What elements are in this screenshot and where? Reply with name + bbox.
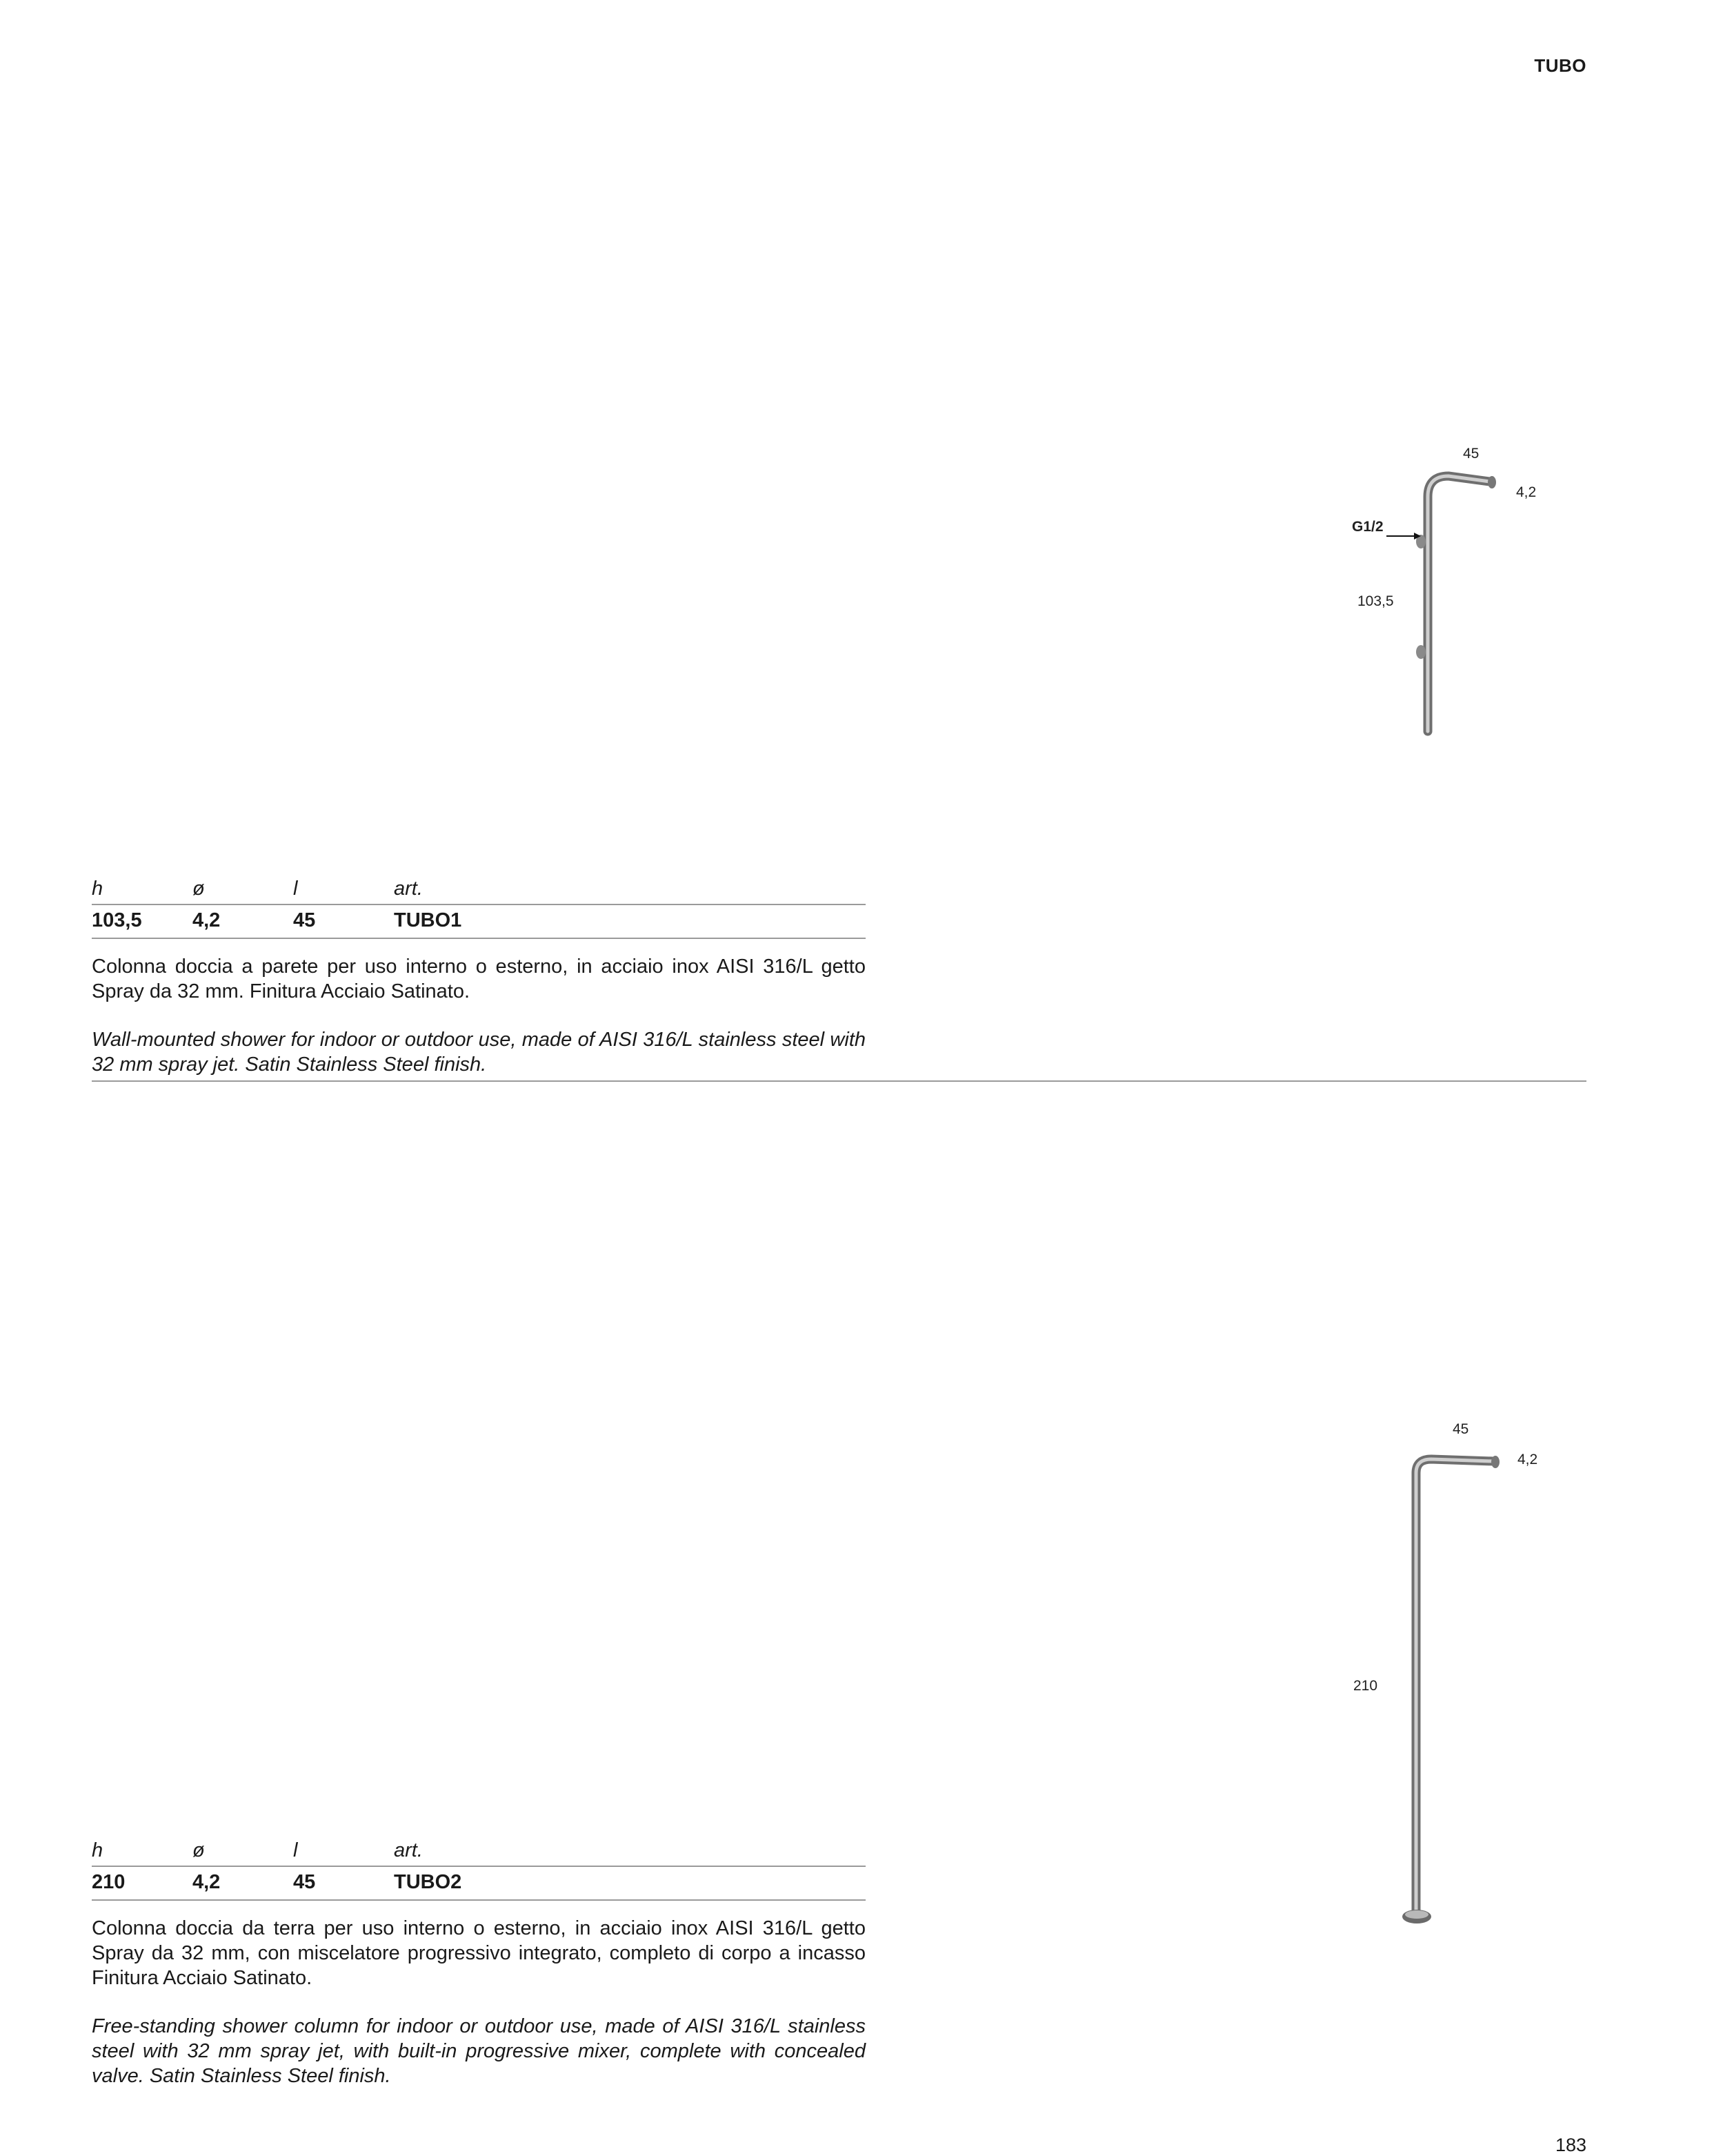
cell-l: 45 [293,1866,394,1900]
tubo2-shower-illustration [1345,1414,1552,1939]
product-tubo2 [92,1838,866,2088]
cell-art: TUBO1 [394,904,866,938]
cell-art: TUBO2 [394,1866,866,1900]
tubo2-description-en: Free-standing shower column for indoor or outdoor use, made of AISI 316/L stainless steel with 32 mm spray jet, with built-in progressive mixer, complete with concealed valve. Satin Stainless Steel finish. [92,2015,866,2087]
tubo1-drawing [1345,442,1552,745]
section-title: TUBO [1534,55,1586,76]
cell-h: 210 [92,1866,192,1900]
header-l: l [293,1838,394,1866]
cell-diameter: 4,2 [192,904,293,938]
tubo2-top-length-label: 45 [1453,1421,1469,1437]
tubo1-top-length-label: 45 [1463,446,1480,462]
tubo1-diameter-label: 4,2 [1516,484,1537,500]
header-art: art. [394,1838,866,1866]
tubo2-drawing [1345,1414,1552,1939]
cell-h: 103,5 [92,904,192,938]
tubo2-height-label: 210 [1353,1678,1378,1694]
tubo1-description-it: Colonna doccia a parete per uso interno o esterno, in acciaio inox AISI 316/L getto Spray da 32 mm. Finitura Acciaio Satinato. [92,956,866,1002]
table-header-row [92,876,866,904]
table-row [92,1866,866,1900]
section-divider [92,1080,1586,1082]
tubo1-spec-table [92,876,866,939]
tubo1-height-label: 103,5 [1357,593,1394,609]
table-header-row [92,1838,866,1866]
tubo2-diameter-label: 4,2 [1517,1452,1538,1467]
cell-diameter: 4,2 [192,1866,293,1900]
header-h: h [92,876,192,904]
tubo1-description-en: Wall-mounted shower for indoor or outdoor use, made of AISI 316/L stainless steel with 32 mm spray jet. Satin Stainless Steel finish. [92,1029,866,1076]
header-art: art. [394,876,866,904]
cell-l: 45 [293,904,394,938]
table-row [92,904,866,938]
header-diameter: ø [192,1838,293,1866]
tubo2-description-it: Colonna doccia da terra per uso interno o esterno, in acciaio inox AISI 316/L getto Spray da 32 mm, con miscelatore progressivo integrato, completo di corpo a incasso Finitura Acciaio Satinato. [92,1917,866,1989]
header-diameter: ø [192,876,293,904]
page-number: 183 [1555,2135,1586,2155]
header-l: l [293,876,394,904]
product-tubo1 [92,876,866,1077]
tubo2-spec-table [92,1838,866,1901]
tubo1-connection-label: G1/2 [1352,519,1384,535]
header-h: h [92,1838,192,1866]
